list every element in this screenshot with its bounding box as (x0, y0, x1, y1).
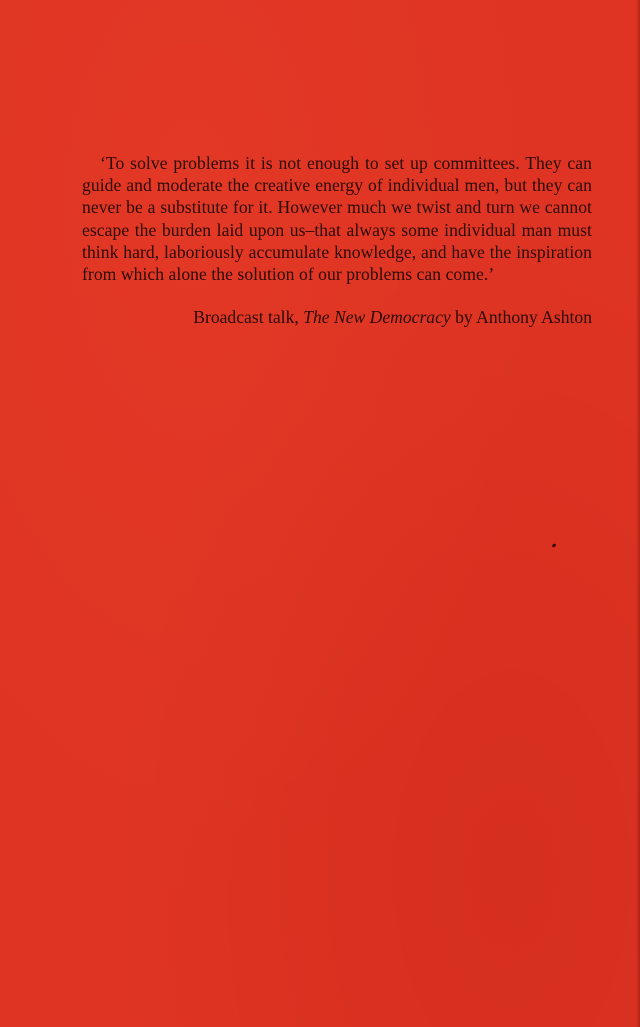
epigraph-quote: ‘To solve problems it is not enough to set up committees. They can guide and moderate the creative energy of individual men, but they can never be a substitute for it. However much we twist and turn we cannot escape the burden laid upon us–that always some individual man must think hard, laboriously accumulate knowledge, and have the inspiration from which alone the solution of our problems can come.’ (82, 153, 592, 285)
page-edge-shadow (636, 0, 640, 1027)
paper-speck (552, 543, 557, 548)
attribution-title: The New Democracy (303, 307, 451, 327)
attribution-author: by Anthony Ashton (450, 307, 592, 327)
attribution-prefix: Broadcast talk, (193, 307, 304, 327)
quote-attribution (82, 305, 592, 329)
